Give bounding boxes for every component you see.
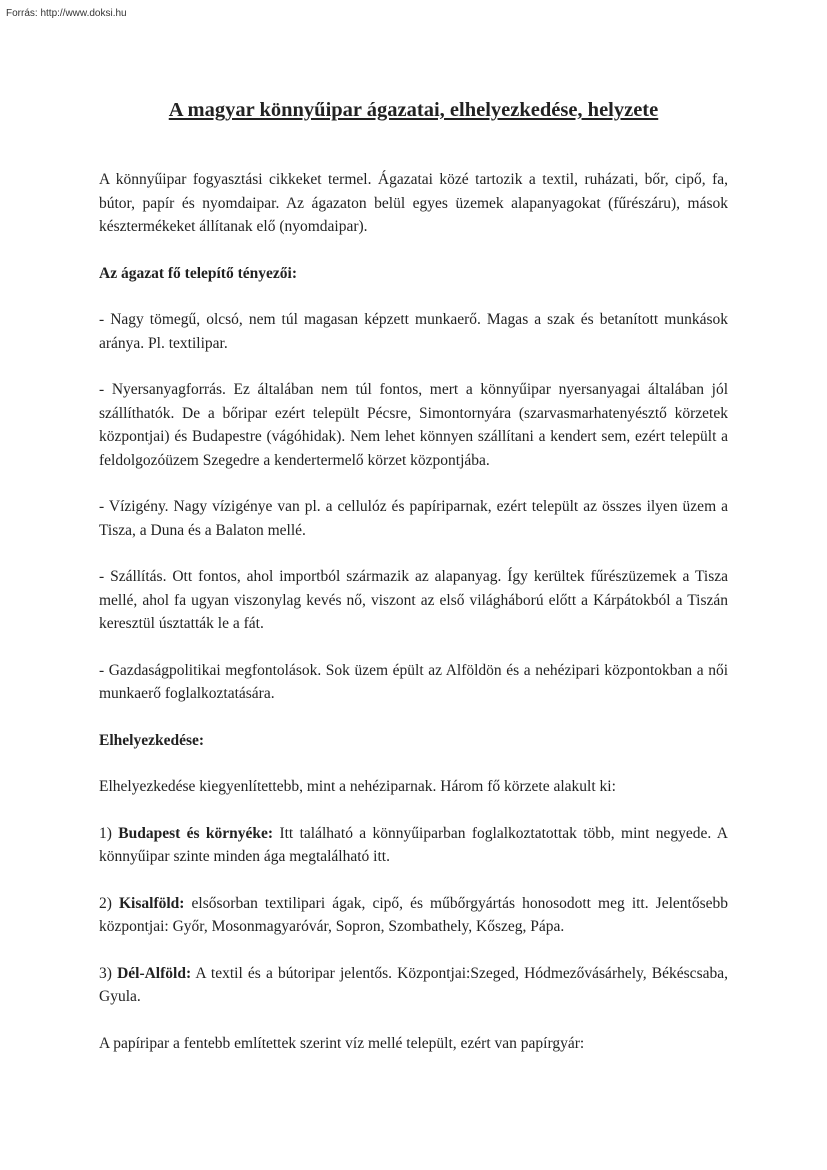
region-delalfold-name: Dél-Alföld: xyxy=(117,964,192,982)
region-delalfold-text: A textil és a bútoripar jelentős. Központjai:Szeged, Hódmezővásárhely, Békéscsaba, Gyula. xyxy=(99,964,728,1005)
document-body xyxy=(99,168,728,1078)
paper-paragraph: A papíripar a fentebb említettek szerint víz mellé települt, ezért van papírgyár: xyxy=(99,1034,585,1052)
region-budapest-text: Itt található a könnyűiparban foglalkoztatottak több, mint negyede. A könnyűipar szinte minden ága megtalálható itt. xyxy=(99,824,728,865)
location-heading: Elhelyezkedése: xyxy=(99,731,205,749)
region-budapest-number: 1) xyxy=(99,824,119,842)
economic-paragraph: - Gazdaságpolitikai megfontolások. Sok üzem épült az Alföldön és a nehézipari központokban a női munkaerő foglalkoztatására. xyxy=(99,661,728,702)
region-kisalfold-paragraph xyxy=(99,892,728,939)
region-kisalfold-text: elsősorban textilipari ágak, cipő, és műbőrgyártás honosodott meg itt. Jelentősebb központjai: Győr, Mosonmagyaróvár, Sopron, Szombathely, Kőszeg, Pápa. xyxy=(99,894,729,935)
source-label: Forrás: http://www.doksi.hu xyxy=(6,8,127,19)
raw-material-paragraph: - Nyersanyagforrás. Ez általában nem túl fontos, mert a könnyűipar nyersanyagai általában jól szállíthatók. De a bőripar ezért települt Pécsre, Simontornyára (szarvasmarhatenyésztő körzetek központjai) és Budapestre (vágóhidak). Nem lehet könnyen szállítani a kendert sem, ezért települt a feldolgozóüzem Szegedre a kendertermelő körzet központjába. xyxy=(99,381,728,469)
region-delalfold-paragraph xyxy=(99,962,728,1009)
region-delalfold-number: 3) xyxy=(99,964,118,982)
region-kisalfold-number: 2) xyxy=(99,894,119,912)
region-budapest-name: Budapest és környéke: xyxy=(118,824,274,842)
water-paragraph: - Vízigény. Nagy vízigénye van pl. a cellulóz és papíriparnak, ezért települt az összes ilyen üzem a Tisza, a Duna és a Balaton mellé. xyxy=(99,498,728,539)
intro-paragraph: A könnyűipar fogyasztási cikkeket termel. Ágazatai közé tartozik a textil, ruházati, bőr, cipő, fa, bútor, papír és nyomdaipar. Az ágazaton belül egyes üzemek alapanyagokat (fűrészáru), mások késztermékeket állítanak elő (nyomdaipar). xyxy=(99,171,728,235)
region-kisalfold-name: Kisalföld: xyxy=(119,894,185,912)
labor-paragraph: - Nagy tömegű, olcsó, nem túl magasan képzett munkaerő. Magas a szak és betanított munkások aránya. Pl. textilipar. xyxy=(99,311,728,352)
factors-heading: Az ágazat fő telepítő tényezői: xyxy=(99,264,297,282)
location-intro-paragraph: Elhelyezkedése kiegyenlítettebb, mint a nehéziparnak. Három fő körzete alakult ki: xyxy=(99,778,616,795)
region-budapest-paragraph xyxy=(99,822,728,869)
document-title: A magyar könnyűipar ágazatai, elhelyezkedése, helyzete xyxy=(168,99,659,121)
transport-paragraph: - Szállítás. Ott fontos, ahol importból származik az alapanyag. Így kerültek fűrészüzemek a Tisza mellé, ahol fa ugyan viszonylag kevés nő, viszont az első világháború előtt a Kárpátokból a Tiszán keresztül úsztatták le a fát. xyxy=(99,568,728,632)
